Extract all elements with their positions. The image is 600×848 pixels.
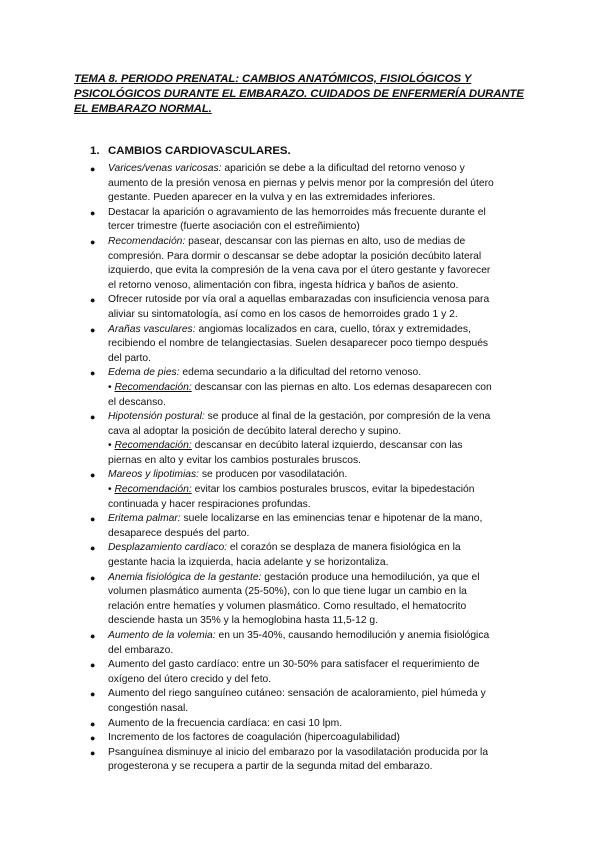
line-text: gestante hacia la izquierda, hacia adelante y se horizontaliza. bbox=[108, 557, 389, 569]
bullet-icon: ● bbox=[90, 412, 96, 423]
sub-bullet: • bbox=[108, 381, 115, 393]
line-text: aumento de la presión venosa en piernas y pelvis menor por la compresión del útero bbox=[108, 177, 494, 189]
bullet-icon: ● bbox=[90, 295, 96, 306]
text-line bbox=[108, 614, 530, 629]
line-text: desciende hasta un 35% y la hemoglobina hasta 11,5-12 g. bbox=[108, 615, 379, 627]
term-label: Mareos y lipotimias: bbox=[108, 469, 199, 481]
list-item bbox=[90, 717, 530, 732]
line-text: aliviar su sintomatología, así como en los casos de hemorroides grado 1 y 2. bbox=[108, 308, 458, 320]
text-line bbox=[108, 644, 530, 659]
term-label: Arañas vasculares: bbox=[108, 323, 196, 335]
list-item bbox=[90, 468, 530, 512]
text-line bbox=[108, 731, 530, 746]
line-text: tercer trimestre (fuerte asociación con el estreñimiento) bbox=[108, 221, 360, 233]
line-text: Incremento de los factores de coagulación (hipercoagulabilidad) bbox=[108, 732, 400, 744]
text-line bbox=[108, 541, 530, 556]
line-text: angiomas localizados en cara, cuello, tórax y extremidades, bbox=[195, 323, 471, 335]
text-line bbox=[108, 220, 530, 235]
bullet-icon: ● bbox=[90, 543, 96, 554]
bullet-icon: ● bbox=[90, 733, 96, 744]
recommendation-label: Recomendación: bbox=[114, 484, 192, 496]
sub-bullet: • bbox=[108, 440, 115, 452]
recommendation-label: Recomendación: bbox=[114, 440, 192, 452]
text-line bbox=[108, 366, 530, 381]
text-line bbox=[108, 702, 530, 717]
line-text: el corazón se desplaza de manera fisiológica en la bbox=[227, 542, 461, 554]
text-line bbox=[108, 381, 530, 396]
title-line: TEMA 8. PERIODO PRENATAL: CAMBIOS ANATÓMICOS, FISIOLÓGICOS Y bbox=[74, 73, 472, 85]
bullet-icon: ● bbox=[90, 718, 96, 729]
title-line: EL EMBARAZO NORMAL. bbox=[74, 103, 212, 115]
list-item bbox=[90, 366, 530, 410]
text-line bbox=[108, 337, 530, 352]
text-line bbox=[108, 293, 530, 308]
term-label: Anemia fisiológica de la gestante: bbox=[108, 571, 262, 583]
bullet-icon: ● bbox=[90, 324, 96, 335]
recommendation-label: Recomendación: bbox=[114, 381, 192, 393]
term-label: Eritema palmar: bbox=[108, 513, 181, 525]
title-line: PSICOLÓGICOS DURANTE EL EMBARAZO. CUIDADOS DE ENFERMERÍA DURANTE bbox=[74, 88, 524, 100]
text-line bbox=[108, 600, 530, 615]
text-line bbox=[108, 760, 530, 775]
sub-bullet: • bbox=[108, 484, 115, 496]
term-label: Desplazamiento cardíaco: bbox=[108, 542, 228, 554]
line-text: edema secundario a la dificultad del retorno venoso. bbox=[179, 367, 422, 379]
bullet-icon: ● bbox=[90, 631, 96, 641]
list-item bbox=[90, 687, 530, 716]
term-label: Edema de pies: bbox=[108, 367, 180, 379]
list-item bbox=[90, 629, 530, 658]
line-text: aparición se debe a la dificultad del retorno venoso y bbox=[221, 163, 465, 174]
bullet-icon: ● bbox=[90, 660, 96, 671]
list-item bbox=[90, 571, 530, 629]
text-line bbox=[108, 512, 530, 527]
text-line bbox=[108, 206, 530, 221]
line-text: en un 35-40%, causando hemodilución y anemia fisiológica bbox=[215, 630, 490, 641]
line-text: congestión nasal. bbox=[108, 702, 189, 714]
list-item bbox=[90, 410, 530, 468]
line-text: descansar con las piernas en alto. Los edemas desaparecen con bbox=[191, 381, 492, 393]
bullet-icon: ● bbox=[90, 514, 96, 525]
line-text: piernas en alto y evitar los cambios posturales bruscos. bbox=[108, 454, 361, 466]
text-line bbox=[108, 673, 530, 688]
bullet-icon: ● bbox=[90, 207, 96, 218]
line-text: descansar en decúbito lateral izquierdo, descansar con las bbox=[191, 440, 463, 452]
text-line bbox=[108, 527, 530, 542]
line-text: Aumento del riego sanguíneo cutáneo: sensación de acaloramiento, piel húmeda y bbox=[108, 688, 486, 700]
line-text: relación entre hematíes y volumen plasmático. Como resultado, el hematocrito bbox=[108, 600, 467, 612]
line-text: el descanso. bbox=[108, 396, 166, 408]
line-text: compresión. Para dormir o descansar se debe adoptar la posición decúbito lateral bbox=[108, 250, 482, 262]
list-item bbox=[90, 206, 530, 235]
line-text: Aumento del gasto cardíaco: entre un 30-50% para satisfacer el requerimiento de bbox=[108, 659, 480, 671]
text-line bbox=[108, 687, 530, 702]
list-item bbox=[90, 162, 530, 206]
bullet-icon: ● bbox=[90, 164, 96, 174]
list-item bbox=[90, 323, 530, 367]
text-line bbox=[108, 410, 530, 425]
line-text: izquierdo, que evita la compresión de la vena cava por el útero gestante y favorecer bbox=[108, 265, 491, 277]
text-line bbox=[108, 629, 530, 644]
list-item bbox=[90, 658, 530, 687]
section-title: CAMBIOS CARDIOVASCULARES. bbox=[108, 145, 291, 157]
list-item bbox=[90, 293, 530, 322]
bullet-icon: ● bbox=[90, 572, 96, 583]
line-text: gestante. Pueden aparecer en la vulva y en las extremidades inferiores. bbox=[108, 192, 436, 204]
list-item bbox=[90, 512, 530, 541]
list-item bbox=[90, 541, 530, 570]
line-text: Destacar la aparición o agravamiento de las hemorroides más frecuente durante el bbox=[108, 206, 486, 218]
list-item bbox=[90, 235, 530, 293]
text-line bbox=[108, 191, 530, 206]
line-text: se produce al final de la gestación, por compresión de la vena bbox=[204, 411, 491, 423]
text-line bbox=[108, 571, 530, 586]
bullet-icon: ● bbox=[90, 747, 96, 758]
line-text: suele localizarse en las eminencias tenar e hipotenar de la mano, bbox=[180, 513, 483, 525]
bullet-icon: ● bbox=[90, 368, 96, 379]
text-line bbox=[108, 250, 530, 265]
line-text: continuada y hacer respiraciones profundas. bbox=[108, 498, 311, 510]
text-line bbox=[108, 498, 530, 513]
bullet-icon: ● bbox=[90, 236, 96, 247]
term-label: Varices/venas varicosas: bbox=[108, 163, 222, 174]
text-line bbox=[108, 177, 530, 192]
line-text: pasear, descansar con las piernas en alto, uso de medias de bbox=[185, 235, 466, 247]
text-line bbox=[108, 425, 530, 440]
text-line bbox=[108, 746, 530, 761]
bullet-icon: ● bbox=[90, 470, 96, 481]
text-line bbox=[108, 468, 530, 483]
line-text: desaparece después del parto. bbox=[108, 527, 250, 539]
list-item bbox=[90, 731, 530, 746]
line-text: se producen por vasodilatación. bbox=[198, 469, 348, 481]
text-line bbox=[108, 658, 530, 673]
line-text: Aumento de la frecuencia cardíaca: en casi 10 lpm. bbox=[108, 717, 343, 729]
text-line bbox=[108, 162, 530, 177]
text-line bbox=[108, 323, 530, 338]
text-line bbox=[108, 235, 530, 250]
line-text: cava al adoptar la posición de decúbito lateral derecho y supino. bbox=[108, 425, 402, 437]
text-line bbox=[108, 352, 530, 367]
line-text: progesterona y se recupera a partir de la segunda mitad del embarazo. bbox=[108, 761, 433, 773]
line-text: Psanguínea disminuye al inicio del embarazo por la vasodilatación producida por la bbox=[108, 746, 489, 758]
text-line bbox=[108, 396, 530, 411]
text-line bbox=[108, 556, 530, 571]
line-text: el retorno venoso, alimentación con fibra, ingesta hídrica y baños de asiento. bbox=[108, 279, 459, 291]
document-title bbox=[74, 72, 534, 117]
text-line bbox=[108, 717, 530, 732]
text-line bbox=[108, 264, 530, 279]
list-item bbox=[90, 746, 530, 775]
line-text: recibiendo el nombre de telangiectasias. Suelen desaparecer poco tiempo después bbox=[108, 338, 489, 350]
line-text: oxígeno del útero crecido y del feto. bbox=[108, 673, 272, 685]
bullet-list bbox=[90, 162, 530, 775]
text-line bbox=[108, 279, 530, 294]
term-label: Hipotensión postural: bbox=[108, 411, 205, 423]
text-line bbox=[108, 483, 530, 498]
text-line bbox=[108, 308, 530, 323]
text-line bbox=[108, 439, 530, 454]
term-label: Aumento de la volemia: bbox=[108, 630, 216, 641]
line-text: evitar los cambios posturales bruscos, evitar la bipedestación bbox=[191, 484, 475, 496]
section-heading bbox=[90, 145, 291, 157]
line-text: volumen plasmático aumenta (25-50%), con lo que tiene lugar un cambio en la bbox=[108, 586, 467, 598]
bullet-icon: ● bbox=[90, 689, 96, 700]
term-label: Recomendación: bbox=[108, 235, 186, 247]
text-line bbox=[108, 454, 530, 469]
line-text: Ofrecer rutoside por vía oral a aquellas embarazadas con insuficiencia venosa para bbox=[108, 294, 490, 306]
line-text: del embarazo. bbox=[108, 644, 174, 656]
text-line bbox=[108, 585, 530, 600]
line-text: gestación produce una hemodilución, ya que el bbox=[261, 571, 480, 583]
line-text: del parto. bbox=[108, 352, 151, 364]
section-number: 1. bbox=[90, 145, 100, 157]
